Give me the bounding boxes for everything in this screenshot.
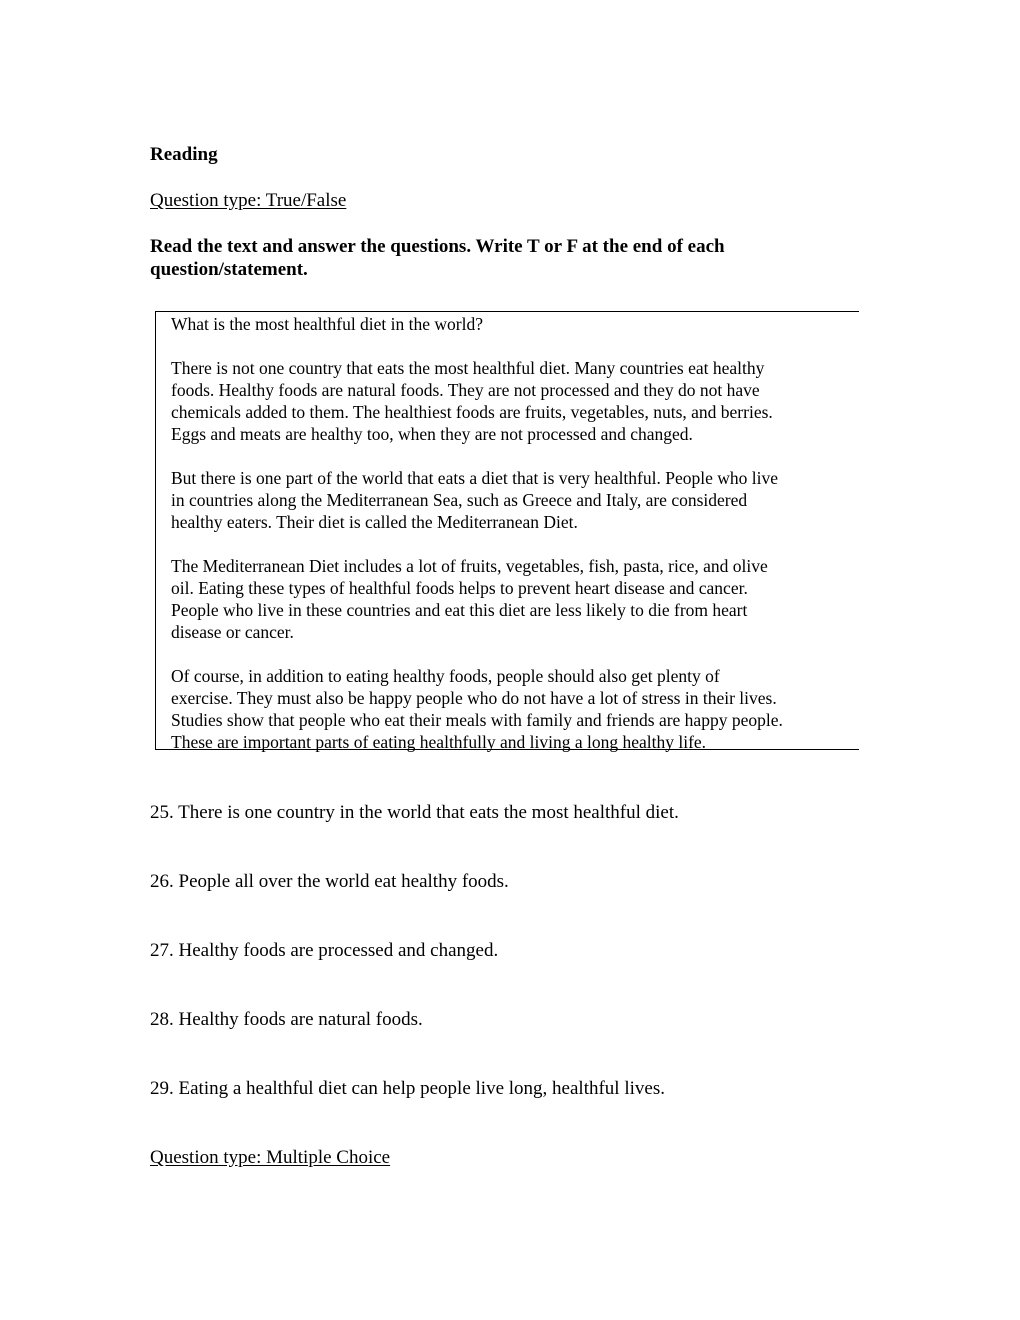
instructions: Read the text and answer the questions. Write T or F at the end of each question/statement. [150, 236, 725, 280]
reading-passage-box [155, 311, 859, 750]
passage-line: disease or cancer. [171, 622, 294, 642]
passage-line: chemicals added to them. The healthiest foods are fruits, vegetables, nuts, and berries. [171, 402, 773, 422]
passage-line: The Mediterranean Diet includes a lot of fruits, vegetables, fish, pasta, rice, and olive [171, 556, 768, 576]
passage-line: exercise. They must also be happy people who do not have a lot of stress in their lives. [171, 688, 777, 708]
question-25: 25. There is one country in the world that eats the most healthful diet. [150, 802, 679, 823]
passage-paragraph [171, 467, 851, 533]
passage-line: There is not one country that eats the most healthful diet. Many countries eat healthy [171, 358, 765, 378]
question-27: 27. Healthy foods are processed and changed. [150, 940, 499, 961]
passage-title: What is the most healthful diet in the world? [171, 314, 484, 334]
passage-line: Studies show that people who eat their meals with family and friends are happy people. [171, 710, 783, 730]
question-type-true-false: Question type: True/False [150, 190, 347, 211]
passage-paragraph [171, 357, 851, 445]
passage-line: But there is one part of the world that eats a diet that is very healthful. People who live [171, 468, 778, 488]
passage-line: foods. Healthy foods are natural foods. They are not processed and they do not have [171, 380, 760, 400]
question-type-multiple-choice: Question type: Multiple Choice [150, 1147, 391, 1168]
passage-line: Of course, in addition to eating healthy foods, people should also get plenty of [171, 666, 720, 686]
passage-line: in countries along the Mediterranean Sea, such as Greece and Italy, are considered [171, 490, 748, 510]
page-heading: Reading [150, 144, 218, 165]
passage-line: People who live in these countries and eat this diet are less likely to die from heart [171, 600, 748, 620]
passage-paragraph [171, 665, 851, 753]
question-28: 28. Healthy foods are natural foods. [150, 1009, 423, 1030]
passage-line: These are important parts of eating healthfully and living a long healthy life. [171, 732, 707, 752]
passage-line: Eggs and meats are healthy too, when they are not processed and changed. [171, 424, 693, 444]
passage-line: oil. Eating these types of healthful foods helps to prevent heart disease and cancer. [171, 578, 748, 598]
question-29: 29. Eating a healthful diet can help people live long, healthful lives. [150, 1078, 665, 1099]
question-26: 26. People all over the world eat healthy foods. [150, 871, 509, 892]
passage-line: healthy eaters. Their diet is called the Mediterranean Diet. [171, 512, 578, 532]
passage-paragraph [171, 555, 851, 643]
